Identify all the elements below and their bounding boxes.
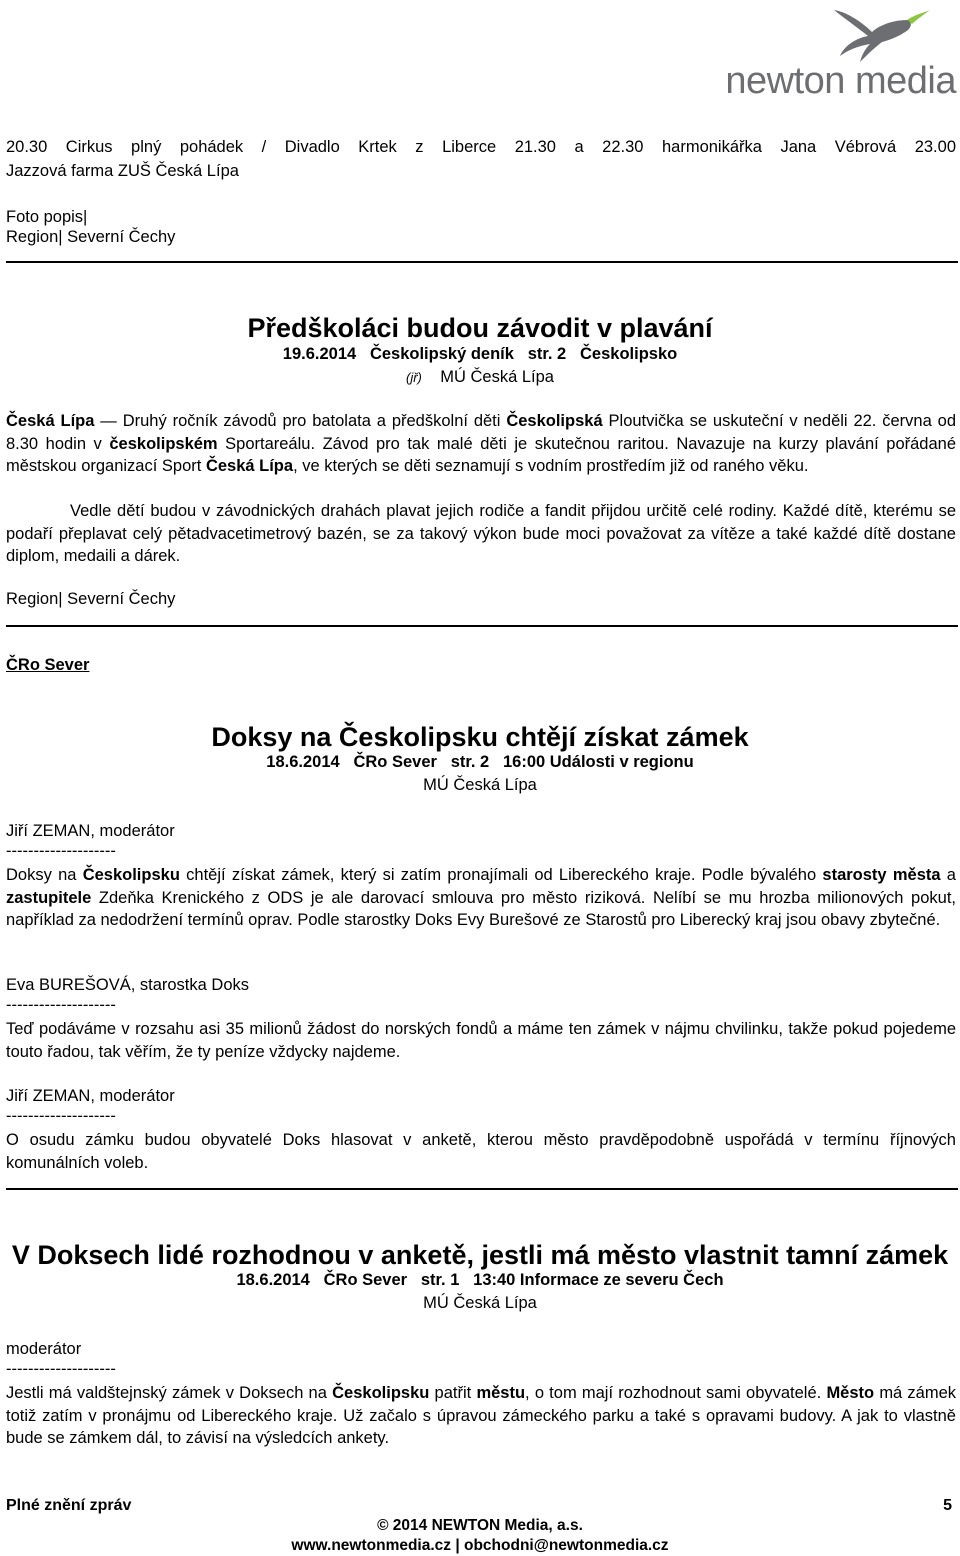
article-place: MÚ Česká Lípa [423,1294,537,1312]
article-body-1: Česká Lípa — Druhý ročník závodů pro batolata a předškolní děti Českolipská Ploutvička se uskuteční v neděli 22. června od 8.30 hodin v českolipském Sportareálu. Závod pro tak malé děti je skutečnou raritou. Navazuje na kurzy plavání pořádané městskou organizací Sport Česká Lípa, ve kterých se děti seznamují s vodním prostředím již od raného věku. [6,412,957,475]
speaker-label: moderátor [6,1340,82,1358]
speaker-label: Jiří ZEMAN, moderátor [6,1087,175,1105]
article-title: Doksy na Českolipsku chtějí získat zámek [211,722,749,752]
dash-separator: -------------------- [6,842,116,860]
speaker-label: Jiří ZEMAN, moderátor [6,822,175,840]
schedule-line-2: Jazzová farma ZUŠ Česká Lípa [6,162,239,180]
schedule-line-1: 20.30 Cirkus plný pohádek / Divadlo Krtek z Liberce 21.30 a 22.30 harmonikářka Jana Vébrová 23.00 [6,138,956,156]
transcript-paragraph: O osudu zámku budou obyvatelé Doks hlasovat v anketě, kterou město pravděpodobně uspořádá v termínu říjnových komunálních voleb. [6,1131,956,1172]
hummingbird-icon [812,6,932,66]
article-meta: 18.6.2014 ČRo Sever str. 1 13:40 Informace ze severu Čech [236,1271,724,1289]
transcript-paragraph: Doksy na Českolipsku chtějí získat zámek, který si zatím pronajímali od Libereckého kraje. Podle bývalého starosty města a zastupitele Zdeňka Krenického z ODS je ale darovací smlouva pro město riziková. Nelíbí se mu hrozba milionových pokut, například za nedodržení termínů oprav. Podle starostky Doks Evy Burešové ze Starostů pro Liberecký kraj jsou obavy zbytečné. [6,866,956,929]
divider [6,625,958,627]
article-meta: 18.6.2014 ČRo Sever str. 2 16:00 Události v regionu [266,753,694,771]
region-label: Region| Severní Čechy [6,228,176,246]
article-title: V Doksech lidé rozhodnou v anketě, jestli má město vlastnit tamní zámek [11,1240,949,1270]
footer-title: Plné znění zpráv [6,1497,132,1514]
footer-contacts[interactable]: www.newtonmedia.cz | obchodni@newtonmedia.cz [291,1537,669,1554]
dash-separator: -------------------- [6,1360,116,1378]
article-meta: 19.6.2014 Českolipský deník str. 2 Českolipsko [282,345,678,363]
foto-popis: Foto popis| [6,208,88,226]
dash-separator: -------------------- [6,996,116,1014]
logo-text: newton media [725,60,956,102]
divider [6,261,958,263]
transcript-paragraph: Jestli má valdštejnský zámek v Doksech na Českolipsku patřit městu, o tom mají rozhodnout sami obyvatelé. Město má zámek totiž zatím v pronájmu od Libereckého kraje. Už začalo s úpravou zámeckého parku a také s opravami budovy. A jak to vlastně bude se zámkem dál, to závisí na výsledcích ankety. [6,1384,957,1447]
speaker-label: Eva BUREŠOVÁ, starostka Doks [6,976,249,994]
page-number: 5 [943,1497,952,1514]
dash-separator: -------------------- [6,1107,116,1125]
divider [6,1188,958,1190]
transcript-paragraph: Teď podáváme v rozsahu asi 35 milionů žádost do norských fondů a máme ten zámek v nájmu chvilinku, takže pokud pojedeme touto řadou, tak věřím, že ty peníze vždycky najdeme. [6,1020,956,1061]
cro-sever-link[interactable]: ČRo Sever [6,656,90,674]
article-body-2: Vedle dětí budou v závodnických drahách plavat jejich rodiče a fandit přijdou určitě celé rodiny. Každé dítě, kterému se podaří přeplavat celý pětadvacetimetrový bazén, se za takový výkon bude moci považovat za vítěze a také každé dítě dostane diplom, medaili a dárek. [6,502,956,565]
footer-copyright: © 2014 NEWTON Media, a.s. [377,1517,583,1534]
region-label: Region| Severní Čechy [6,590,176,608]
article-place: MÚ Česká Lípa [423,776,537,794]
article-title: Předškoláci budou závodit v plavání [247,313,713,343]
article-author-place: (jř) MÚ Česká Lípa [406,368,554,386]
